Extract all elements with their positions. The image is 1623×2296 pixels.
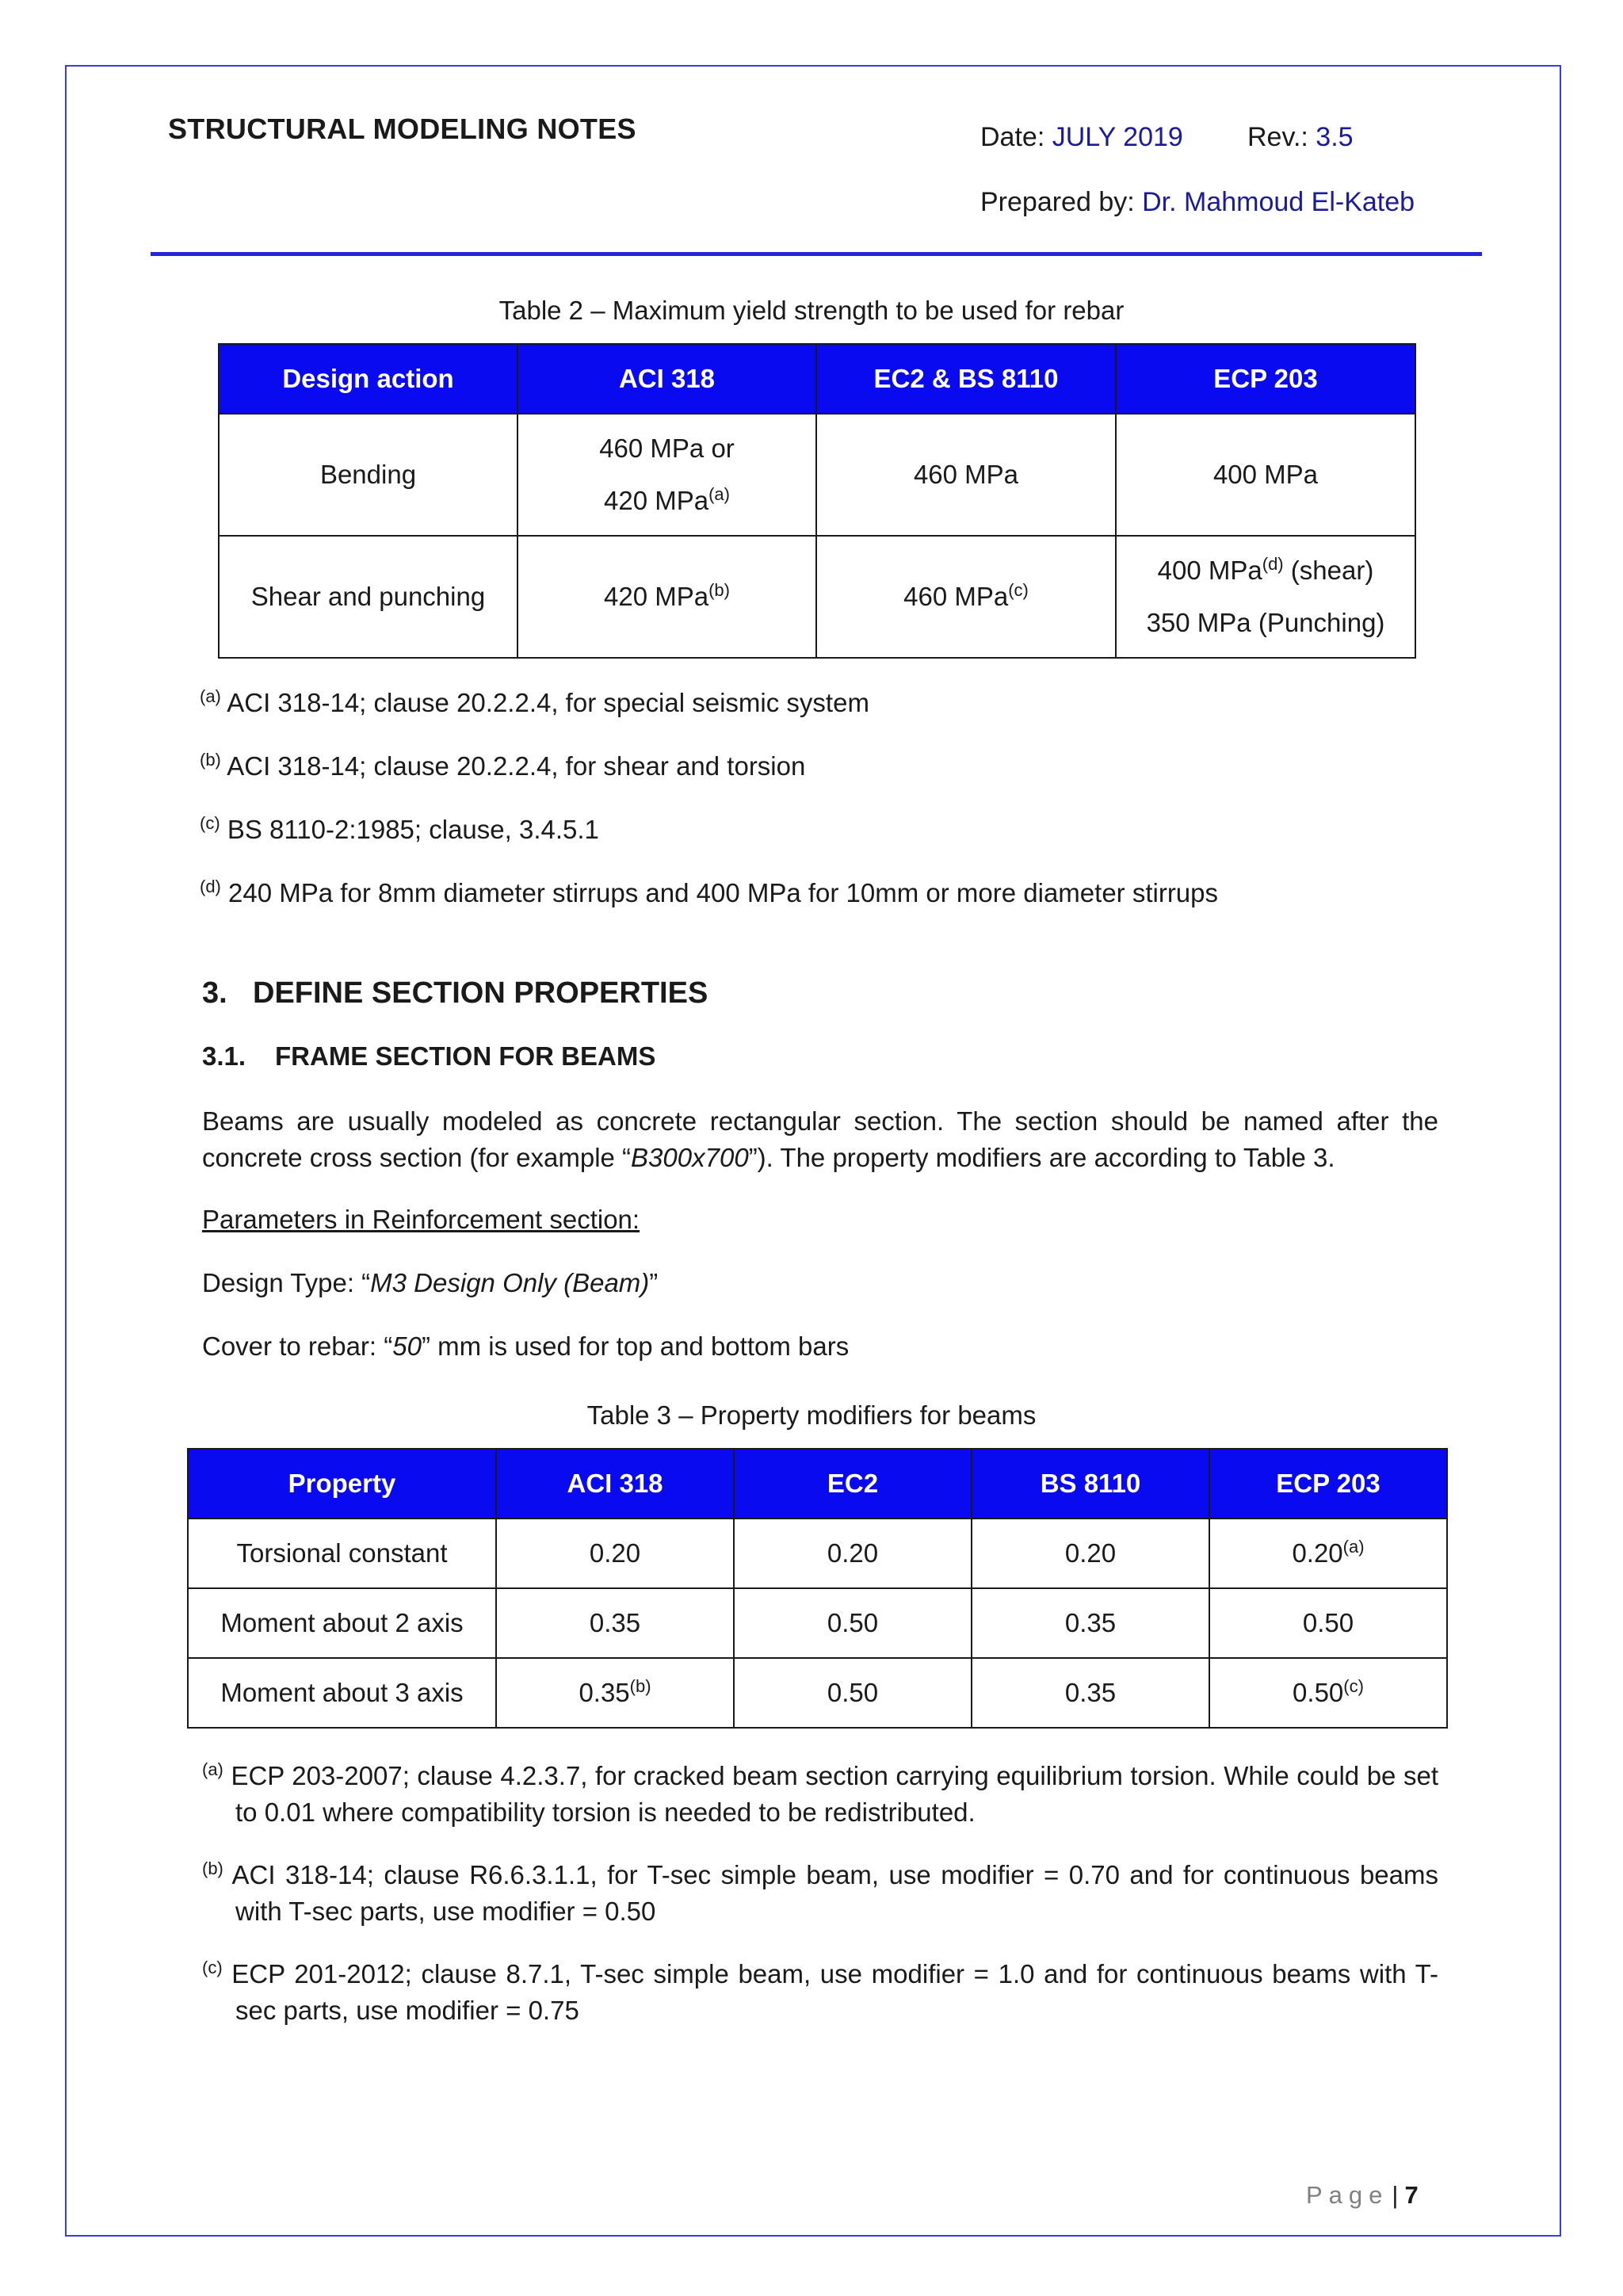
column-header: ECP 203	[1116, 344, 1415, 414]
table-cell: Torsional constant	[188, 1519, 496, 1588]
table-row	[188, 1588, 1447, 1658]
beams-paragraph	[202, 1103, 1438, 1176]
table-cell	[1116, 536, 1415, 658]
footnote-mark: (c)	[200, 813, 220, 833]
footnote-mark: (c)	[1343, 1676, 1364, 1696]
footnote-mark: (b)	[708, 580, 730, 600]
cover-line	[202, 1331, 849, 1362]
subsection-heading	[202, 1041, 655, 1072]
footnote-mark: (c)	[1008, 580, 1029, 600]
table-row	[219, 414, 1415, 536]
paragraph-text: Beams are usually modeled as concrete rectangular section. The section should be named after the concrete cross section (for example “	[202, 1106, 1438, 1172]
cell-value: 0.50	[1302, 1608, 1354, 1637]
cell-line	[1117, 544, 1415, 597]
table-row	[188, 1519, 1447, 1588]
footnote	[200, 751, 805, 781]
footnote	[200, 688, 869, 718]
footnote-text: ECP 203-2007; clause 4.2.3.7, for cracked beam section carrying equilibrium torsion. While could be set to 0.01 where compatibility torsion is needed to be redistributed.	[223, 1761, 1438, 1827]
cell-value: 400 MPa	[1157, 556, 1262, 585]
table-2-yield-strength	[218, 343, 1416, 659]
prepared-by-label: Prepared by:	[980, 187, 1135, 217]
revision-field	[1247, 122, 1354, 153]
section-name-example: B300x700	[631, 1143, 749, 1172]
page-number-footer	[1306, 2181, 1419, 2210]
table-cell: Shear and punching	[219, 536, 517, 658]
table-cell: 0.50	[734, 1588, 972, 1658]
column-header: Property	[188, 1449, 496, 1519]
table-3-caption: Table 3 – Property modifiers for beams	[586, 1400, 1037, 1430]
footnote-mark: (b)	[629, 1676, 651, 1696]
cell-value: 420 MPa	[604, 582, 709, 611]
header-divider	[151, 252, 1482, 256]
table-cell	[816, 536, 1116, 658]
table-cell	[517, 536, 816, 658]
column-header: ECP 203	[1209, 1449, 1447, 1519]
footnote-mark: (b)	[202, 1859, 223, 1878]
revision-value: 3.5	[1316, 122, 1354, 152]
table-cell: Moment about 2 axis	[188, 1588, 496, 1658]
table-header-row	[188, 1449, 1447, 1519]
footnote-mark: (d)	[1262, 554, 1284, 574]
table-cell: 400 MPa	[1116, 414, 1415, 536]
reinforcement-heading: Parameters in Reinforcement section:	[202, 1205, 640, 1234]
footnote	[202, 1758, 1438, 1831]
date-label: Date:	[980, 122, 1045, 152]
cover-label: Cover to rebar: “	[202, 1331, 393, 1361]
document-title: STRUCTURAL MODELING NOTES	[168, 113, 636, 145]
date-value: JULY 2019	[1052, 122, 1183, 152]
section-title: DEFINE SECTION PROPERTIES	[253, 976, 708, 1010]
table-2-caption: Table 2 – Maximum yield strength to be used for rebar	[498, 296, 1125, 325]
prepared-by-field	[980, 187, 1415, 218]
column-header: ACI 318	[496, 1449, 734, 1519]
table-cell	[1209, 1588, 1447, 1658]
cell-line: 350 MPa (Punching)	[1146, 608, 1385, 637]
cell-line	[518, 475, 815, 527]
column-header: ACI 318	[517, 344, 816, 414]
table-row	[219, 536, 1415, 658]
table-cell: 460 MPa	[816, 414, 1116, 536]
column-header: EC2 & BS 8110	[816, 344, 1116, 414]
page-number: 7	[1404, 2181, 1419, 2209]
section-number: 3.	[202, 976, 227, 1010]
revision-label: Rev.:	[1247, 122, 1308, 152]
footnote-text: 240 MPa for 8mm diameter stirrups and 400 MPa for 10mm or more diameter stirrups	[220, 878, 1219, 907]
footnote-text: ACI 318-14; clause 20.2.2.4, for shear and torsion	[220, 751, 806, 781]
design-type-line	[202, 1268, 658, 1298]
quote-mark: ”	[649, 1268, 659, 1297]
paragraph-text: ”). The property modifiers are according to Table 3.	[748, 1143, 1335, 1172]
design-type-value: M3 Design Only (Beam)	[370, 1268, 650, 1297]
footnote	[202, 1857, 1438, 1930]
cover-value: 50	[392, 1331, 422, 1361]
cell-value: 0.20	[1292, 1538, 1343, 1568]
table-cell	[1209, 1658, 1447, 1728]
footnote-mark: (a)	[1342, 1537, 1365, 1557]
footnote-text: ECP 201-2012; clause 8.7.1, T-sec simple beam, use modifier = 1.0 and for continuous beams with T-sec parts, use modifier = 0.75	[222, 1959, 1438, 2025]
table-3-property-modifiers	[187, 1448, 1448, 1729]
cell-value: 0.35	[589, 1608, 641, 1637]
date-field	[980, 122, 1183, 153]
table-cell: Moment about 3 axis	[188, 1658, 496, 1728]
footnote-mark: (a)	[202, 1759, 223, 1779]
table-cell: 0.20	[734, 1519, 972, 1588]
footnote-text: ACI 318-14; clause 20.2.2.4, for special seismic system	[220, 688, 869, 717]
cell-value: 0.50	[1293, 1678, 1344, 1707]
footnote-text: BS 8110-2:1985; clause, 3.4.5.1	[220, 815, 599, 844]
table-cell	[1209, 1519, 1447, 1588]
prepared-by-value: Dr. Mahmoud El-Kateb	[1142, 187, 1415, 217]
section-heading	[202, 976, 708, 1010]
table-cell	[496, 1658, 734, 1728]
footnote-mark: (a)	[708, 484, 730, 504]
column-header: Design action	[219, 344, 517, 414]
table-cell	[496, 1588, 734, 1658]
footnote-mark: (c)	[202, 1958, 223, 1977]
cell-value: 0.20	[589, 1538, 641, 1568]
table-row	[188, 1658, 1447, 1728]
cell-line: 460 MPa or	[599, 434, 735, 463]
cover-tail: ” mm is used for top and bottom bars	[421, 1331, 850, 1361]
cell-value: (shear)	[1283, 556, 1374, 585]
table-cell: 0.50	[734, 1658, 972, 1728]
footnote-mark: (b)	[200, 750, 221, 770]
cell-value: 0.35	[579, 1678, 630, 1707]
page-word: Page	[1306, 2181, 1389, 2209]
table-cell: Bending	[219, 414, 517, 536]
footnote	[200, 815, 599, 845]
table-cell: 0.35	[972, 1658, 1209, 1728]
table-cell	[496, 1519, 734, 1588]
subsection-number: 3.1.	[202, 1041, 246, 1071]
footnote-mark: (d)	[200, 877, 221, 896]
cell-value: 420 MPa	[604, 486, 709, 515]
table-cell: 0.35	[972, 1588, 1209, 1658]
footnote	[200, 878, 1218, 908]
footnote-mark: (a)	[200, 686, 221, 706]
table-cell	[517, 414, 816, 536]
column-header: EC2	[734, 1449, 972, 1519]
cell-value: 460 MPa	[903, 582, 1009, 611]
table-cell: 0.20	[972, 1519, 1209, 1588]
design-type-label: Design Type: “	[202, 1268, 371, 1297]
page-separator: |	[1392, 2181, 1399, 2209]
subsection-title: FRAME SECTION FOR BEAMS	[275, 1041, 656, 1071]
table-header-row	[219, 344, 1415, 414]
column-header: BS 8110	[972, 1449, 1209, 1519]
footnote	[202, 1956, 1438, 2029]
footnote-text: ACI 318-14; clause R6.6.3.1.1, for T-sec simple beam, use modifier = 0.70 and for continuous beams with T-sec parts, use modifier = 0.50	[223, 1860, 1438, 1926]
